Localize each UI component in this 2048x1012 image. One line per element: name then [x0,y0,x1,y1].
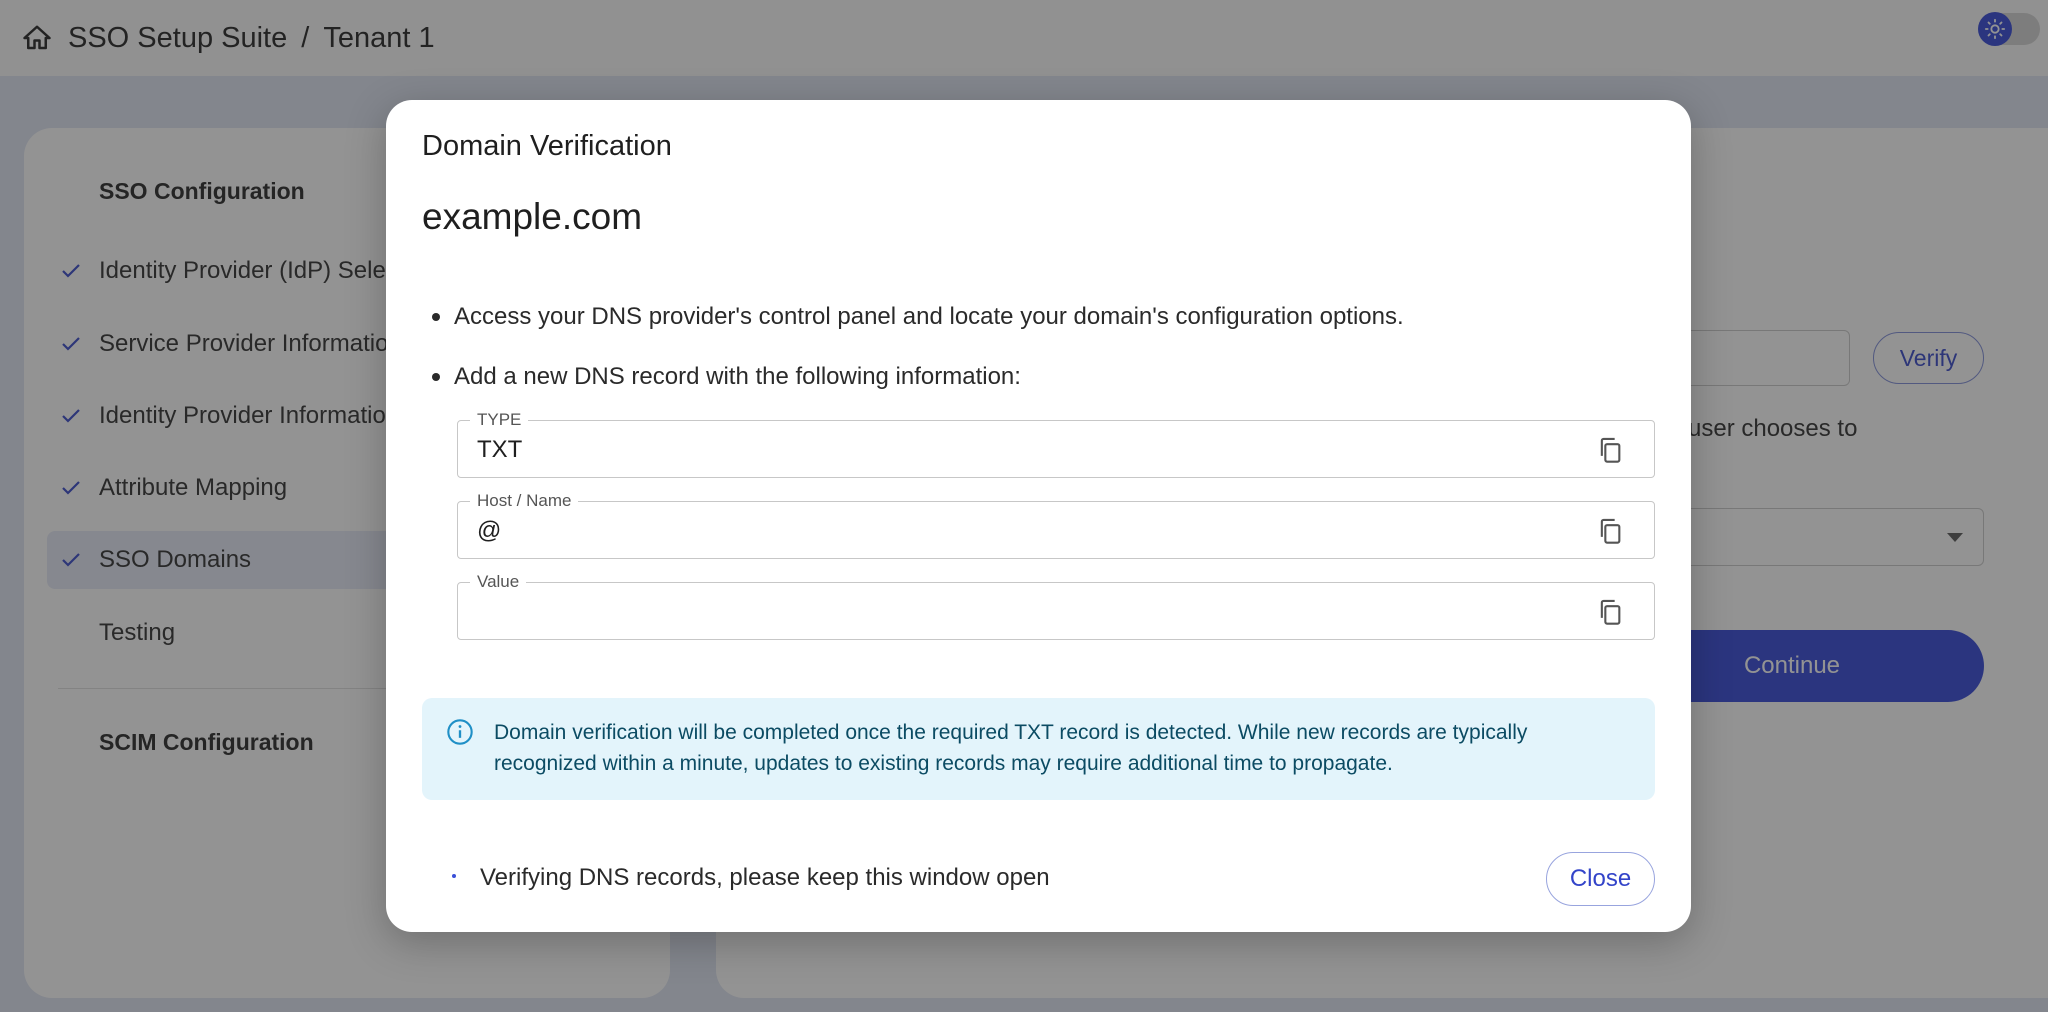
host-name-field-value[interactable]: @ [477,517,502,544]
loading-spinner-icon [452,874,456,878]
host-name-field[interactable] [457,491,1655,559]
info-alert [422,698,1655,800]
copy-icon[interactable] [1596,435,1624,465]
info-alert-text: Domain verification will be completed once the required TXT record is detected. While new records are typically recognized within a minute, updates to existing records may require additional time to propagate. [494,721,1528,775]
type-field-label: TYPE [470,410,528,430]
info-icon [446,718,474,746]
type-field[interactable] [457,410,1655,478]
copy-icon[interactable] [1596,597,1624,627]
type-field-value[interactable]: TXT [477,436,523,463]
domain-name: example.com [422,196,643,237]
value-field[interactable] [457,572,1655,640]
host-name-field-label: Host / Name [470,491,578,511]
copy-icon[interactable] [1596,516,1624,546]
domain-verification-dialog [386,100,1691,932]
value-field-label: Value [470,572,526,592]
bullet-icon [432,373,440,381]
dialog-title: Domain Verification [422,130,672,162]
instruction-text: Access your DNS provider's control panel and locate your domain's configuration options. [454,303,1404,330]
verification-status: Verifying DNS records, please keep this window open [480,864,1050,891]
instruction-item [432,363,1021,391]
instruction-text: Add a new DNS record with the following information: [454,363,1021,390]
instruction-item [432,303,1404,331]
close-button[interactable]: Close [1546,852,1655,906]
bullet-icon [432,313,440,321]
